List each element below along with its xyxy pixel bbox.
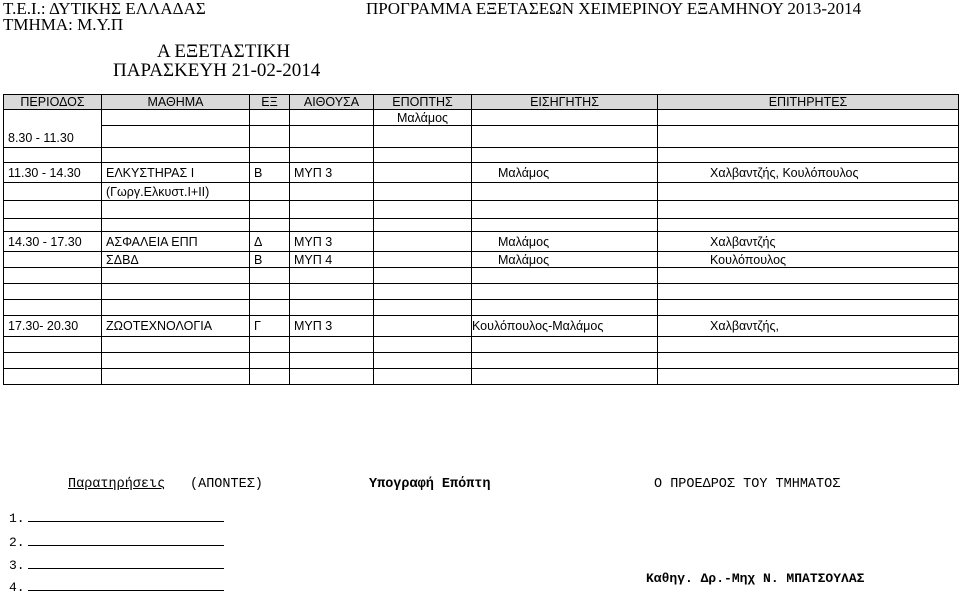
period-cell: 11.30 - 14.30 <box>4 163 102 183</box>
column-header: ΜΑΘΗΜΑ <box>102 95 250 110</box>
semester-cell: Β <box>250 252 290 268</box>
absentee-line-1: 1. <box>9 509 224 526</box>
instructor-cell: Μαλάμος <box>472 232 658 252</box>
course-cell: ΣΔΒΔ <box>102 252 250 268</box>
invigilators-cell: Χαλβαντζής, Κουλόπουλος <box>658 163 959 183</box>
table-row <box>4 126 959 148</box>
course-cell: (Γωργ.Ελκυστ.Ι+ΙΙ) <box>102 183 250 201</box>
invigilators-cell: Χαλβαντζής, <box>658 316 959 337</box>
column-header: ΕΠΟΠΤΗΣ <box>374 95 472 110</box>
table-row <box>4 337 959 353</box>
table-row <box>4 110 959 126</box>
table-header-row <box>4 95 959 110</box>
institution-name: Τ.Ε.Ι.: ΔΥΤΙΚΗΣ ΕΛΛΑΔΑΣ <box>3 0 206 18</box>
table-row <box>4 284 959 300</box>
period-cell: 14.30 - 17.30 <box>4 232 102 252</box>
course-cell: ΑΣΦΑΛΕΙΑ ΕΠΠ <box>102 232 250 252</box>
supervisor-cell: Μαλάμος <box>374 110 472 126</box>
exam-period: Α ΕΞΕΤΑΣΤΙΚΗ <box>157 41 291 62</box>
invigilators-cell: Χαλβαντζής <box>658 232 959 252</box>
department-head-name: Καθηγ. Δρ.-Μηχ Ν. ΜΠΑΤΣΟΥΛΑΣ <box>646 571 865 586</box>
column-header: ΑΙΘΟΥΣΑ <box>290 95 374 110</box>
supervisor-signature-label: Υπογραφή Επόπτη <box>369 477 491 492</box>
instructor-cell: Κουλόπουλος-Μαλάμος <box>472 316 658 337</box>
absent-label: (ΑΠΟΝΤΕΣ) <box>190 477 263 492</box>
room-cell: ΜΥΠ 3 <box>290 316 374 337</box>
table-row <box>4 232 959 252</box>
absentee-line-2: 2. <box>9 533 224 550</box>
table-row <box>4 316 959 337</box>
instructor-cell: Μαλάμος <box>472 163 658 183</box>
department-head-label: Ο ΠΡΟΕΔΡΟΣ ΤΟΥ ΤΜΗΜΑΤΟΣ <box>654 477 841 492</box>
room-cell: ΜΥΠ 3 <box>290 232 374 252</box>
table-row <box>4 148 959 163</box>
absentee-line-4: 4. <box>9 578 224 595</box>
course-cell: ΕΛΚΥΣΤΗΡΑΣ Ι <box>102 163 250 183</box>
course-cell: ΖΩΟΤΕΧΝΟΛΟΓΙΑ <box>102 316 250 337</box>
exam-schedule-table <box>3 94 959 385</box>
column-header: ΕΠΙΤΗΡΗΤΕΣ <box>658 95 959 110</box>
remarks-label: Παρατηρήσεις <box>68 477 166 492</box>
semester-cell: Δ <box>250 232 290 252</box>
column-header: ΠΕΡΙΟΔΟΣ <box>4 95 102 110</box>
table-row <box>4 201 959 219</box>
semester-cell: Γ <box>250 316 290 337</box>
table-row <box>4 252 959 268</box>
program-title: ΠΡΟΓΡΑΜΜΑ ΕΞΕΤΑΣΕΩΝ ΧΕΙΜΕΡΙΝΟΥ ΕΞΑΜΗΝΟΥ 2013-2014 <box>366 0 862 18</box>
column-header: ΕΙΣΗΓΗΤΗΣ <box>472 95 658 110</box>
table-row <box>4 163 959 183</box>
table-row <box>4 268 959 284</box>
period-cell: 8.30 - 11.30 <box>4 110 102 148</box>
instructor-cell: Μαλάμος <box>472 252 658 268</box>
absentee-line-3: 3. <box>9 556 224 573</box>
table-row <box>4 353 959 369</box>
invigilators-cell: Κουλόπουλος <box>658 252 959 268</box>
period-cell: 17.30- 20.30 <box>4 316 102 337</box>
semester-cell: Β <box>250 163 290 183</box>
table-row <box>4 369 959 385</box>
table-row <box>4 219 959 232</box>
room-cell: ΜΥΠ 4 <box>290 252 374 268</box>
column-header: ΕΞ <box>250 95 290 110</box>
table-row <box>4 300 959 316</box>
exam-date: ΠΑΡΑΣΚΕΥΗ 21-02-2014 <box>113 60 321 81</box>
department-name: ΤΜΗΜΑ: Μ.Υ.Π <box>3 15 124 34</box>
room-cell: ΜΥΠ 3 <box>290 163 374 183</box>
table-row <box>4 183 959 201</box>
